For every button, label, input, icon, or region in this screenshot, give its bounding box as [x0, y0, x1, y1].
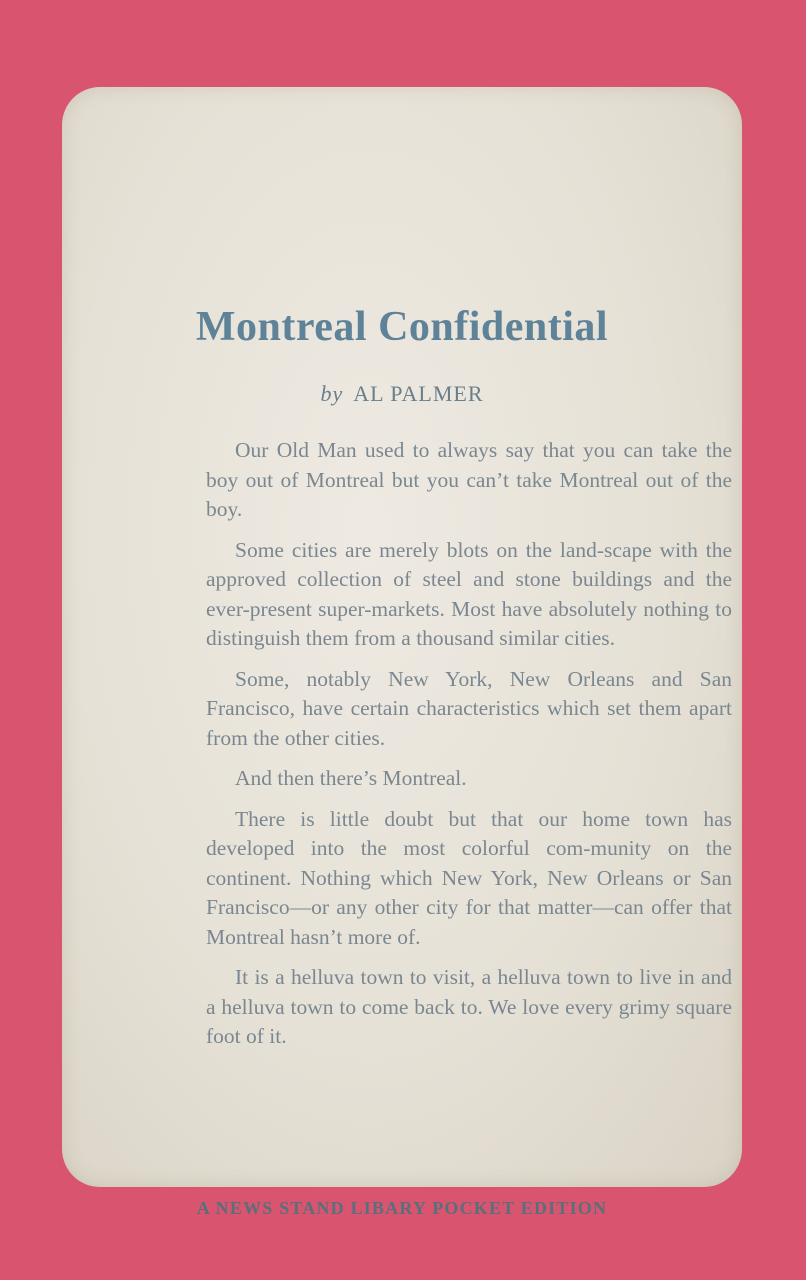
blurb-paragraph: Some cities are merely blots on the land-scape with the approved collection of steel and stone buildings and the ever-present super-markets. Most have absolutely nothing to distinguish them from a thousand similar cities.: [206, 537, 732, 650]
blurb-paragraph: Some, notably New York, New Orleans and San Francisco, have certain characteristics which set them apart from the other cities.: [206, 666, 732, 750]
byline: [62, 381, 742, 407]
blurb-paragraph: And then there’s Montreal.: [235, 766, 467, 790]
book-back-cover: [62, 87, 742, 1218]
book-title: Montreal Confidential: [195, 304, 609, 350]
edition-footer: A NEWS STAND LIBARY POCKET EDITION: [196, 1198, 608, 1218]
byline-prefix: by: [320, 381, 344, 406]
blurb-text: [206, 436, 732, 1063]
blurb-paragraph: There is little doubt but that our home town has developed into the most colorful com-munity on the continent. Nothing which New York, New Orleans or San Francisco—or any other city for that matter—can offer that Montreal hasn’t more of.: [206, 806, 732, 949]
blurb-paragraph: Our Old Man used to always say that you can take the boy out of Montreal but you can’t take Montreal out of the boy.: [206, 438, 732, 521]
author-name: AL PALMER: [353, 381, 484, 406]
blurb-paragraph: It is a helluva town to visit, a helluva town to live in and a helluva town to come back to. We love every grimy square foot of it.: [206, 965, 732, 1048]
